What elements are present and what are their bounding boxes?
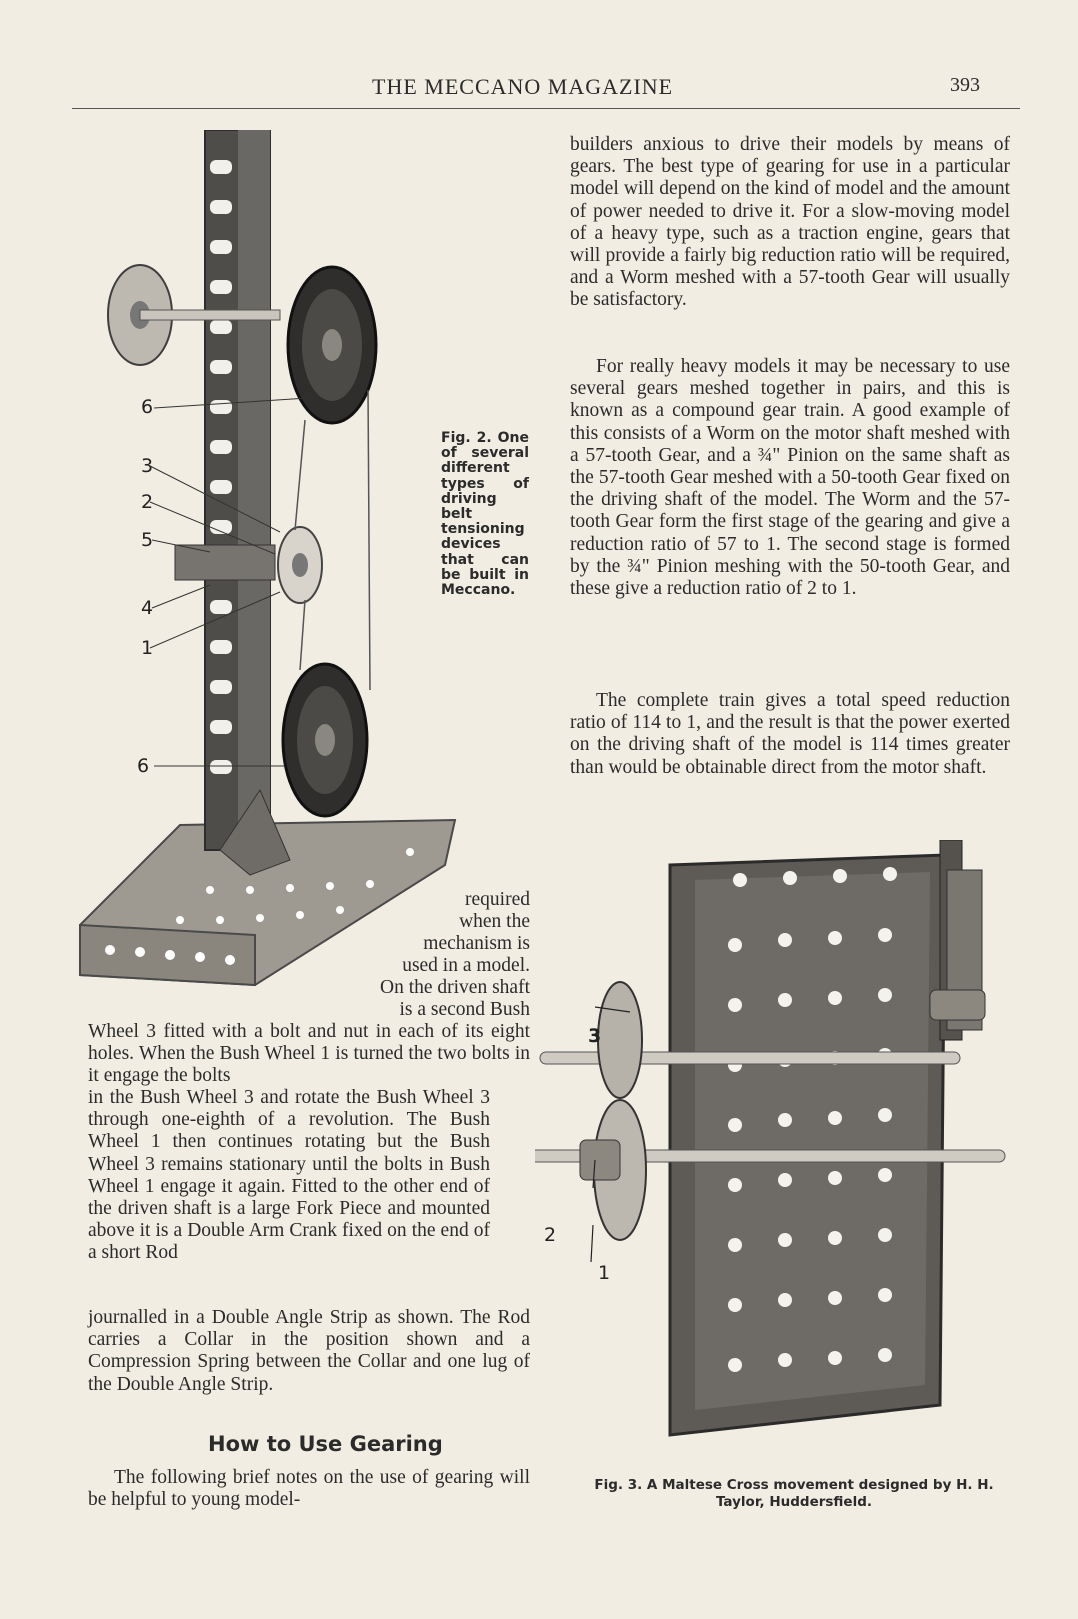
- body-paragraph-3: The complete train gives a total speed reduction ratio of 114 to 1, and the result is that the power exerted on the driving shaft of the model is 114 times greater than would be obtainable direct from the motor shaft.: [570, 690, 1010, 778]
- callout-6-lower: 6: [137, 755, 150, 777]
- section-heading: How to Use Gearing: [208, 1432, 443, 1456]
- callout-4: 4: [141, 597, 154, 619]
- callout-6-upper: 6: [141, 396, 154, 418]
- callout-5: 5: [141, 529, 154, 551]
- wrap-line-5: On the driven shaft: [379, 977, 530, 998]
- wrap-line-6: is a second Bush: [399, 999, 530, 1020]
- page-header: [72, 74, 1020, 109]
- figure-2-illustration: [70, 130, 460, 990]
- running-title: THE MECCANO MAGAZINE: [372, 74, 674, 99]
- body-paragraph-1: builders anxious to drive their models by means of gears. The best type of gearing for use in a particular model will depend on the kind of model and the amount of power needed to drive it. For a slow-moving model of a heavy type, such as a traction engine, gears that will provide a fairly big reduction ratio will be required, and a Worm meshed with a 57-tooth Gear will usually be satisfactory.: [570, 134, 1010, 311]
- body-paragraph-left-1: Wheel 3 fitted with a bolt and nut in each of its eight holes. When the Bush Wheel 1 is turned the two bolts in it engage the bolts: [88, 1021, 530, 1087]
- callout-2-fig3: 2: [544, 1224, 557, 1246]
- page-number: 393: [950, 74, 980, 96]
- wrap-line-1: required: [465, 889, 530, 910]
- callout-3-fig3: 3: [588, 1025, 602, 1047]
- body-paragraph-2: For really heavy models it may be necessary to use several gears meshed together in pairs, and this is known as a compound gear train. A good example of this consists of a Worm on the motor shaft meshed with a 57-tooth Gear, and a ¾" Pinion on the same shaft as the 57-tooth Gear meshed with a 50-tooth Gear fixed on the driving shaft of the model. The Worm and the 57-tooth Gear form the first stage of the gearing and give a reduction ratio of 57 to 1. The second stage is formed by the ¾" Pinion meshing with the 50-tooth Gear, and these give a reduction ratio of 2 to 1.: [570, 356, 1010, 600]
- body-paragraph-left-2: in the Bush Wheel 3 and rotate the Bush Wheel 3 through one-eighth of a revolution. The Bush Wheel 1 then continues rotating but the Bush Wheel 3 remains stationary until the bolts in Bush Wheel 1 engage it again. Fitted to the other end of the driven shaft is a large Fork Piece and mounted above it is a Double Arm Crank fixed on the end of a short Rod: [88, 1087, 490, 1264]
- callout-1: 1: [141, 637, 154, 659]
- wrap-line-2: when the: [459, 911, 530, 932]
- figure-2-caption: Fig. 2. One of several different types of driving belt tensioning devices that can be built in Meccano.: [441, 430, 529, 599]
- callout-3: 3: [141, 455, 154, 477]
- figure-3-caption: Fig. 3. A Maltese Cross movement designed by H. H. Taylor, Huddersfield.: [594, 1477, 994, 1510]
- wrap-line-3: mechanism is: [423, 933, 530, 954]
- callout-1-fig3: 1: [598, 1262, 611, 1284]
- callout-2: 2: [141, 491, 154, 513]
- figure-3-illustration: [535, 840, 1010, 1440]
- body-paragraph-left-3: journalled in a Double Angle Strip as shown. The Rod carries a Collar in the position shown and a Compression Spring between the Collar and one lug of the Double Angle Strip.: [88, 1307, 530, 1395]
- wrap-line-4: used in a model.: [402, 955, 530, 976]
- body-paragraph-left-4: The following brief notes on the use of gearing will be helpful to young model-: [88, 1467, 530, 1511]
